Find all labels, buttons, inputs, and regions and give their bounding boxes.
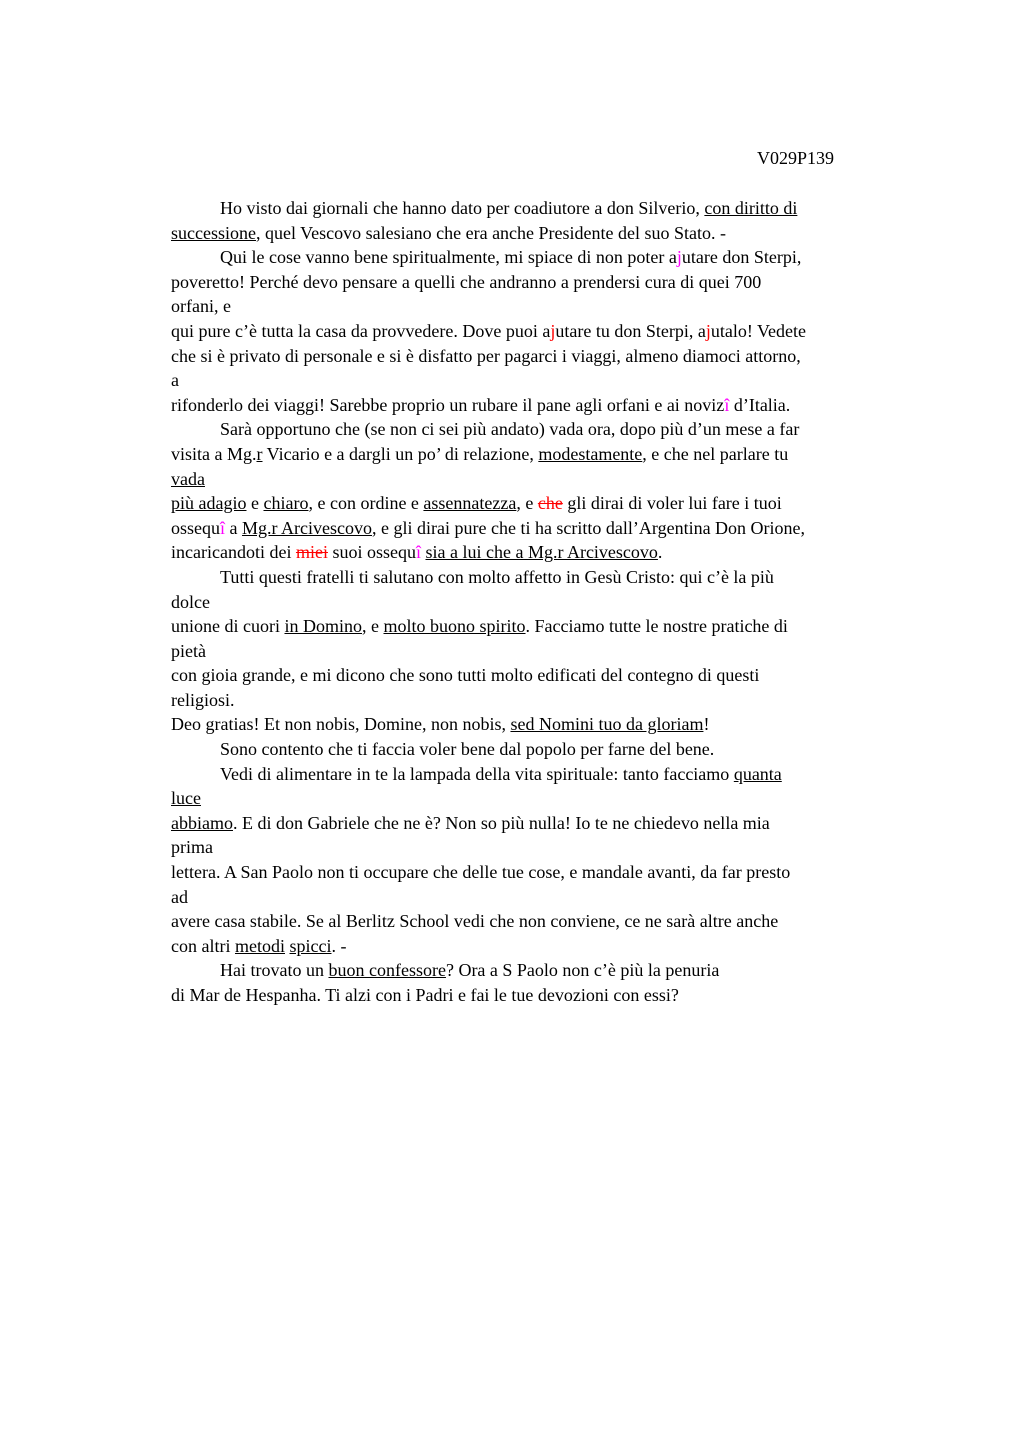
text-run: a <box>171 370 179 391</box>
underlined-text: sed Nomini tuo da gloriam <box>510 714 704 735</box>
text-run: avere casa stabile. Se al Berlitz School vedi che non conviene, ce ne sarà altre anche <box>171 911 779 932</box>
underlined-text: metodi <box>234 935 285 956</box>
underlined-text: con diritto di <box>704 198 798 218</box>
text-line <box>171 491 911 516</box>
text-run: di Mar de Hespanha. Ti alzi con i Padri e fai le tue devozioni con essi? <box>171 985 679 1005</box>
text-run: dolce <box>171 591 210 612</box>
page-code: V029P139 <box>757 148 835 168</box>
text-run: a <box>225 517 243 538</box>
underlined-text: chiaro <box>263 493 309 514</box>
text-line <box>171 639 911 664</box>
text-run: Qui le cose vanno bene spiritualmente, mi spiace di non poter a <box>220 247 677 268</box>
corrected-letter: j <box>550 320 556 341</box>
underlined-text: molto buono spirito <box>383 616 526 637</box>
text-run: , quel Vescovo salesiano che era anche Presidente del suo Stato. - <box>255 222 727 243</box>
underlined-text: successione <box>171 222 256 243</box>
text-run: rifonderlo dei viaggi! Sarebbe proprio un rubare il pane agli orfani e ai noviz <box>171 394 725 415</box>
text-line <box>171 540 911 565</box>
accent-letter: î <box>415 542 421 563</box>
text-line <box>171 737 911 762</box>
text-line <box>171 983 911 1008</box>
text-line <box>171 196 911 221</box>
struck-text: che <box>537 493 563 514</box>
text-run: unione di cuori <box>171 616 285 637</box>
underlined-text: luce <box>171 788 201 809</box>
text-run: poveretto! Perché devo pensare a quelli che andranno a prendersi cura di quei 700 <box>171 271 762 292</box>
text-line <box>171 614 911 639</box>
text-run: ! <box>703 714 710 735</box>
text-run: incaricandoti dei <box>171 542 296 563</box>
underlined-text: spicci <box>289 935 332 956</box>
text-run: con altri <box>171 935 235 956</box>
text-line <box>171 344 911 369</box>
text-run: d’Italia. <box>729 394 791 415</box>
text-line <box>171 565 911 590</box>
underlined-text: vada <box>171 468 205 489</box>
text-run: Deo gratias! Et non nobis, Domine, non nobis, <box>171 714 511 735</box>
text-run: utare don Sterpi, <box>681 247 802 268</box>
text-run: Sarà opportuno che (se non ci sei più andato) vada ora, dopo più d’un mese a far <box>220 419 800 440</box>
text-run: Vedi di alimentare in te la lampada della vita spirituale: tanto facciamo <box>220 763 734 784</box>
text-line <box>171 811 911 836</box>
underlined-text: buon confessore <box>328 960 446 981</box>
text-line <box>171 516 911 541</box>
text-line <box>171 860 911 885</box>
text-line <box>171 885 911 910</box>
text-run: religiosi. <box>171 689 235 710</box>
text-run: , e con ordine e <box>308 493 424 514</box>
underlined-text: abbiamo <box>171 812 233 833</box>
text-line <box>171 319 911 344</box>
text-line <box>171 909 911 934</box>
text-run: pietà <box>171 640 206 661</box>
text-run: , e <box>516 493 538 514</box>
struck-text: miei <box>295 542 328 563</box>
text-run: , e che nel parlare tu <box>642 443 789 464</box>
text-line <box>171 688 911 713</box>
text-line <box>171 442 911 467</box>
text-line <box>171 221 911 246</box>
text-run: ? Ora a S Paolo non c’è più la penuria <box>445 960 720 981</box>
text-run: , e gli dirai pure che ti ha scritto dall’Argentina Don Orione, <box>372 517 806 538</box>
text-line <box>171 270 911 295</box>
text-run: , e <box>362 616 384 637</box>
text-run: . - <box>331 935 347 956</box>
accent-letter: j <box>676 247 682 268</box>
text-run: prima <box>171 837 213 858</box>
text-run: . E di don Gabriele che ne è? Non so più nulla! Io te ne chiedevo nella mia <box>232 812 770 833</box>
text-line <box>171 294 911 319</box>
text-run: ad <box>171 886 188 907</box>
text-run: orfani, e <box>171 296 231 317</box>
text-run: utalo! Vedete <box>710 320 806 341</box>
underlined-text: Mg.r Arcivescovo <box>242 517 372 538</box>
text-run: ossequ <box>171 517 220 538</box>
text-line <box>171 762 911 787</box>
text-run: visita a Mg. <box>171 443 257 464</box>
text-run: Vicario e a dargli un po’ di relazione, <box>262 443 539 464</box>
text-run: . Facciamo tutte le nostre pratiche di <box>525 616 788 637</box>
text-line <box>171 958 911 983</box>
corrected-letter: j <box>705 320 711 341</box>
text-line <box>171 786 911 811</box>
text-run: Sono contento che ti faccia voler bene dal popolo per farne del bene. <box>220 739 715 760</box>
text-line <box>171 590 911 615</box>
text-line <box>171 934 911 959</box>
text-run: utare tu don Sterpi, a <box>555 320 706 341</box>
text-line <box>171 712 911 737</box>
underlined-text: sia a lui che a Mg.r Arcivescovo <box>425 542 658 563</box>
text-run: gli dirai di voler lui fare i tuoi <box>562 493 782 514</box>
text-run: Tutti questi fratelli ti salutano con molto affetto in Gesù Cristo: qui c’è la più <box>220 566 774 587</box>
text-run: Ho visto dai giornali che hanno dato per coadiutore a don Silverio, <box>220 198 705 218</box>
accent-letter: î <box>724 394 730 415</box>
text-run: suoi ossequ <box>327 542 416 563</box>
letter-body <box>171 196 911 1008</box>
text-line <box>171 417 911 442</box>
text-line <box>171 663 911 688</box>
text-line <box>171 368 911 393</box>
underlined-text: quanta <box>733 763 782 784</box>
text-run: Hai trovato un <box>220 960 329 981</box>
text-run: . <box>657 542 663 563</box>
underlined-text: assennatezza <box>423 493 517 514</box>
underlined-text: modestamente <box>538 443 643 464</box>
text-line <box>171 835 911 860</box>
text-run: lettera. A San Paolo non ti occupare che delle tue cose, e mandale avanti, da far presto <box>171 862 791 883</box>
text-line <box>171 245 911 270</box>
accent-letter: î <box>220 517 226 538</box>
text-run: e <box>246 493 264 514</box>
text-line <box>171 467 911 492</box>
text-run: qui pure c’è tutta la casa da provvedere. Dove puoi a <box>171 320 551 341</box>
text-line <box>171 393 911 418</box>
underlined-text: r <box>256 443 263 464</box>
underlined-text: più adagio <box>171 493 247 514</box>
text-run: che si è privato di personale e si è disfatto per pagarci i viaggi, almeno diamoci attorno, <box>171 345 801 366</box>
underlined-text: in Domino <box>284 616 362 637</box>
text-run: con gioia grande, e mi dicono che sono tutti molto edificati del contegno di questi <box>171 665 760 686</box>
